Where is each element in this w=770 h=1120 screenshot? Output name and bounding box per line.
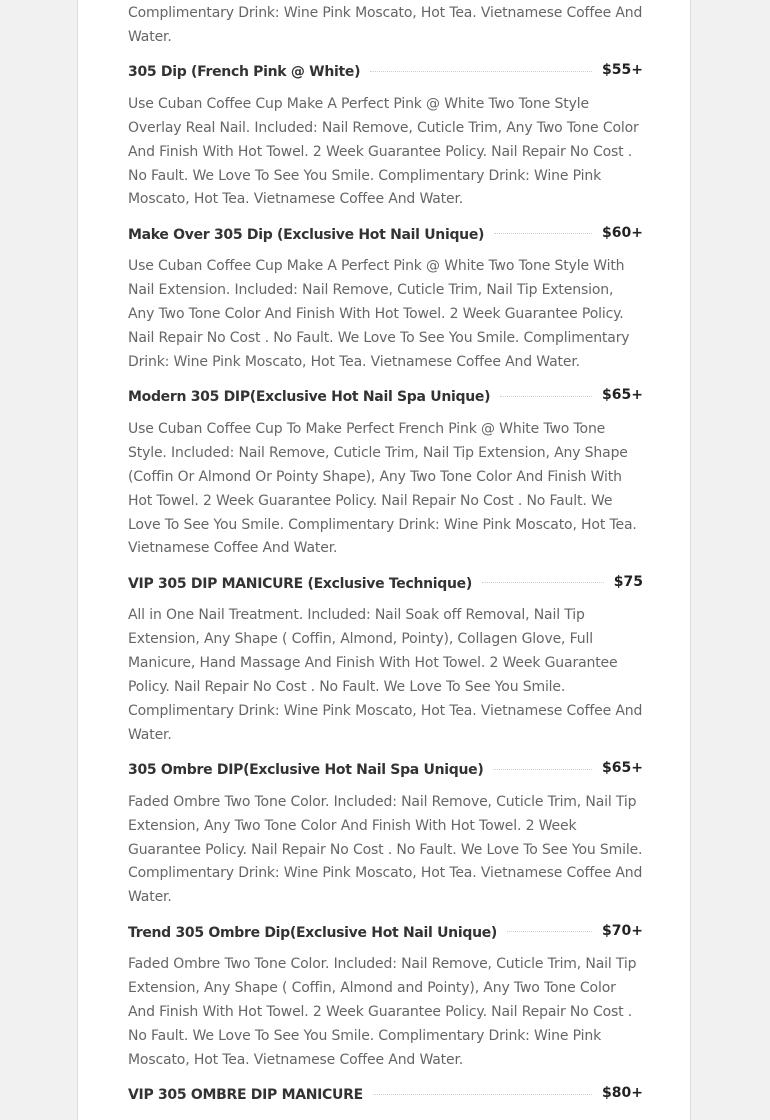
service-price: $65+ [602,387,643,404]
service-description: All in One Nail Treatment. Included: Nail Soak off Removal, Nail Tip Extension, Any Shape ( Coffin, Almond, Pointy), Collagen Glove, Full Manicure, Hand Massage And Finish With Hot Towel. 2 Week Guarantee Policy. Nail Repair No Cost . No Fault. We Love To See You Smile. Complimentary Drink: Wine Pink Moscato, Hot Tea. Vietnamese Coffee And Water. [128,607,643,743]
service-description: Faded Ombre Two Tone Color. Included: Nail Remove, Cuticle Trim, Nail Tip Extension, Any Shape ( Coffin, Almond and Pointy), Any Two Tone Color And Finish With Hot Towel. 2 Week Guarantee Policy. Nail Repair No Cost . No Fault. We Love To See You Smile. Complimentary Drink: Wine Pink Moscato, Hot Tea. Vietnamese Coffee And Water. [128,956,637,1068]
service-item-305-ombre-dip[interactable] [128,759,643,782]
menu-card [77,0,691,1120]
dotted-leader [494,233,592,234]
service-price: $80+ [602,1085,643,1102]
dotted-leader [507,931,592,932]
service-description: Use Cuban Coffee Cup To Make Perfect French Pink @ White Two Tone Style. Included: Nail Remove, Cuticle Trim, Nail Tip Extension, Any Shape (Coffin Or Almond Or Pointy Shape), Any Two Tone Color And Finish With Hot Towel. 2 Week Guarantee Policy. Nail Repair No Cost . No Fault. We Love To See You Smile. Complimentary Drink: Wine Pink Moscato, Hot Tea. Vietnamese Coffee And Water. [128,420,637,557]
dotted-leader [373,1094,592,1095]
service-name: Make Over 305 Dip (Exclusive Hot Nail Unique) [128,226,485,243]
service-description: Complimentary Drink: Wine Pink Moscato, Hot Tea. Vietnamese Coffee And Water. [128,5,643,45]
service-list [128,2,643,1116]
dotted-leader [500,396,592,397]
service-description: Use Cuban Coffee Cup Make A Perfect Pink @ White Two Tone Style With Nail Extension. Included: Nail Remove, Cuticle Trim, Nail Tip Extension, Any Two Tone Color And Finish With Hot Towel. 2 Week Guarantee Policy. Nail Repair No Cost . No Fault. We Love To See You Smile. Complimentary Drink: Wine Pink Moscato, Hot Tea. Vietnamese Coffee And Water. [128,258,630,370]
dotted-leader [482,582,604,583]
service-name: Modern 305 DIP(Exclusive Hot Nail Spa Unique) [128,389,491,406]
service-price: $60+ [602,224,643,241]
service-price: $65+ [602,760,643,777]
service-price: $75 [613,573,643,590]
service-price: $55+ [602,62,643,79]
service-name: 305 Ombre DIP(Exclusive Hot Nail Spa Unique) [128,762,484,779]
dotted-leader [370,71,592,72]
dotted-leader [493,769,592,770]
service-item-make-over-305-dip[interactable] [128,223,643,246]
service-name: VIP 305 OMBRE DIP MANICURE [128,1087,363,1104]
service-item-trend-305-ombre-dip[interactable] [128,921,643,944]
service-description: Use Cuban Coffee Cup Make A Perfect Pink @ White Two Tone Style Overlay Real Nail. Included: Nail Remove, Cuticle Trim, Any Two Tone Color And Finish With Hot Towel. 2 Week Guarantee Policy. Nail Repair No Cost . No Fault. We Love To See You Smile. Complimentary Drink: Wine Pink Moscato, Hot Tea. Vietnamese Coffee And Water. [128,95,639,208]
service-item-modern-305-dip[interactable] [128,386,643,409]
service-name: Trend 305 Ombre Dip(Exclusive Hot Nail Unique) [128,924,498,941]
service-name: VIP 305 DIP MANICURE (Exclusive Technique) [128,575,472,592]
service-name: 305 Dip (French Pink @ White) [128,64,361,81]
service-item-vip-305-ombre-dip-manicure[interactable] [128,1084,643,1107]
service-item-305-dip-french[interactable] [128,61,643,84]
service-item-vip-305-dip-manicure[interactable] [128,572,643,595]
service-price: $70+ [602,922,643,939]
service-description: Faded Ombre Two Tone Color. Included: Nail Remove, Cuticle Trim, Nail Tip Extension, Any Two Tone Color And Finish With Hot Towel. 2 Week Guarantee Policy. Nail Repair No Cost . No Fault. We Love To See You Smile. Complimentary Drink: Wine Pink Moscato, Hot Tea. Vietnamese Coffee And Water. [128,793,643,906]
